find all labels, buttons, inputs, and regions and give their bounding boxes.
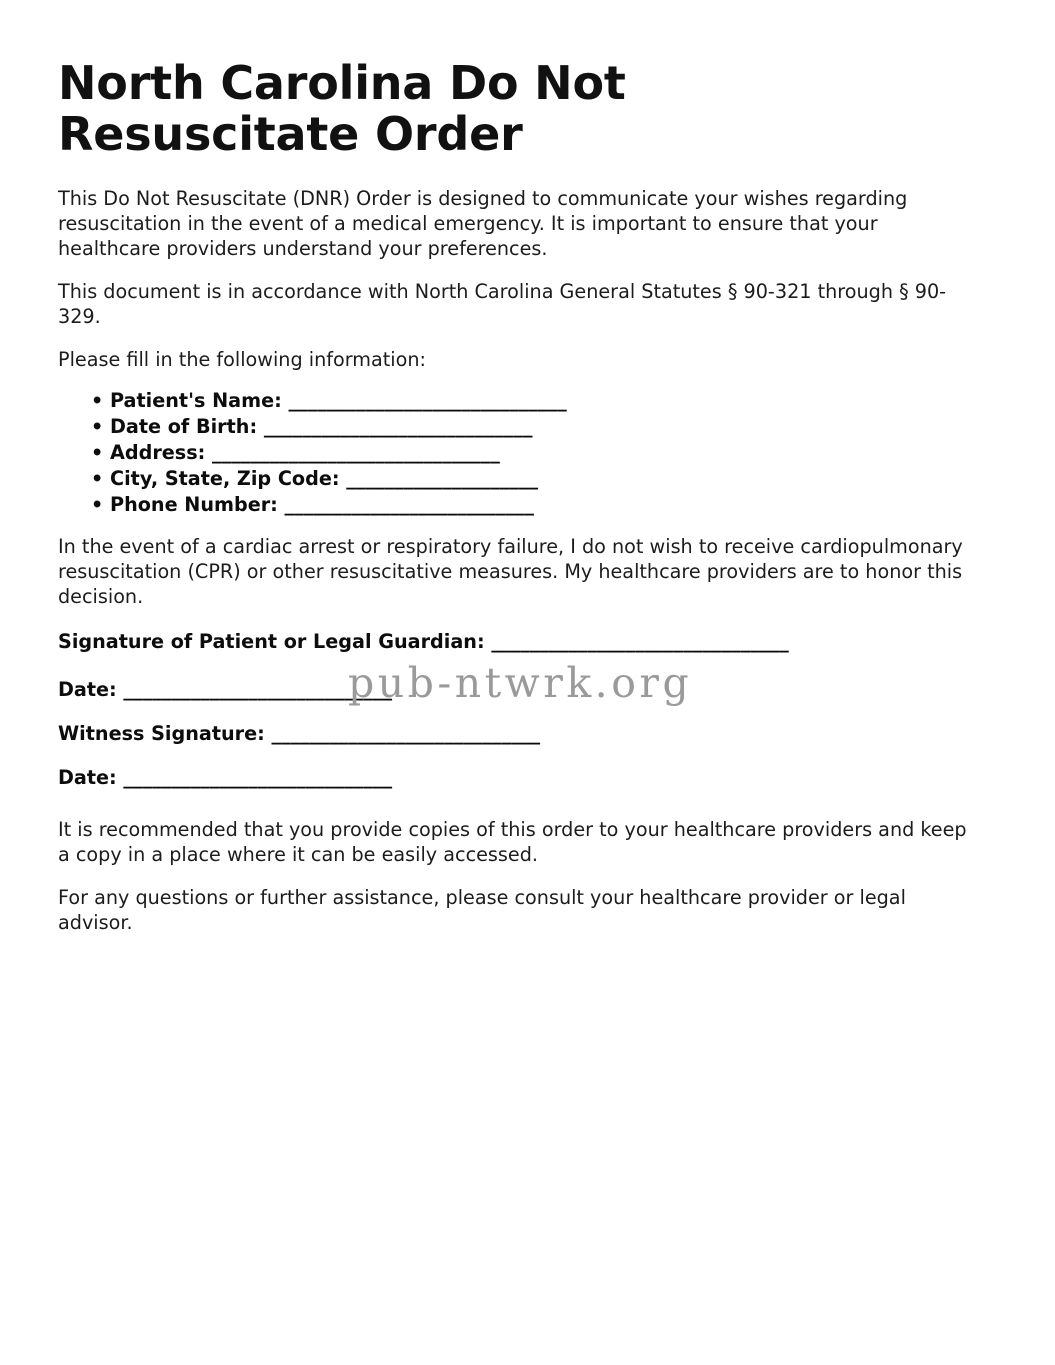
- patient-date-label: Date:: [58, 678, 117, 701]
- page-title: North Carolina Do Not Resuscitate Order: [58, 56, 626, 161]
- field-label: Date of Birth:: [110, 415, 258, 438]
- witness-date-fill-line[interactable]: ____________________________: [123, 766, 393, 789]
- statute-reference-paragraph: This document is in accordance with North Carolina General Statutes § 90-321 through § 90-329.: [58, 280, 947, 328]
- site-watermark: pub-ntwrk.org: [348, 659, 693, 707]
- list-item: [58, 440, 997, 466]
- closing-section: [58, 817, 997, 935]
- instruction-paragraph: Please fill in the following information:: [58, 348, 426, 371]
- patient-date-row: [58, 677, 997, 703]
- patient-signature-fill-line[interactable]: _______________________________: [491, 630, 789, 653]
- list-item: [58, 492, 997, 518]
- witness-signature-fill-line[interactable]: ____________________________: [271, 722, 541, 745]
- patient-date-fill-line[interactable]: ____________________________: [123, 678, 393, 701]
- list-item: [58, 388, 997, 414]
- field-fill-line[interactable]: ______________________________: [212, 441, 500, 464]
- field-label: Address:: [110, 441, 206, 464]
- patient-information-list: [58, 388, 997, 518]
- assistance-paragraph: For any questions or further assistance, please consult your healthcare provider or legal advisor.: [58, 886, 906, 934]
- list-item: [58, 466, 997, 492]
- list-item: [58, 414, 997, 440]
- field-fill-line[interactable]: __________________________: [284, 493, 534, 516]
- field-fill-line[interactable]: ____________________________: [263, 415, 533, 438]
- witness-signature-label: Witness Signature:: [58, 722, 265, 745]
- directive-paragraph: In the event of a cardiac arrest or respiratory failure, I do not wish to receive cardiopulmonary resuscitation (CPR) or other resuscitative measures. My healthcare providers are to honor this decision.: [58, 535, 963, 608]
- field-label: City, State, Zip Code:: [110, 467, 340, 490]
- patient-signature-row: [58, 629, 997, 655]
- field-label: Patient's Name:: [110, 389, 282, 412]
- recommendation-paragraph: It is recommended that you provide copies of this order to your healthcare providers and keep a copy in a place where it can be easily accessed.: [58, 818, 967, 866]
- witness-date-label: Date:: [58, 766, 117, 789]
- field-label: Phone Number:: [110, 493, 278, 516]
- patient-signature-label: Signature of Patient or Legal Guardian:: [58, 630, 485, 653]
- field-fill-line[interactable]: ____________________: [346, 467, 539, 490]
- witness-date-row: [58, 765, 997, 791]
- intro-paragraph: This Do Not Resuscitate (DNR) Order is designed to communicate your wishes regarding resuscitation in the event of a medical emergency. It is important to ensure that your healthcare providers understand your preferences.: [58, 187, 908, 260]
- witness-signature-row: [58, 721, 997, 747]
- field-fill-line[interactable]: _____________________________: [288, 389, 567, 412]
